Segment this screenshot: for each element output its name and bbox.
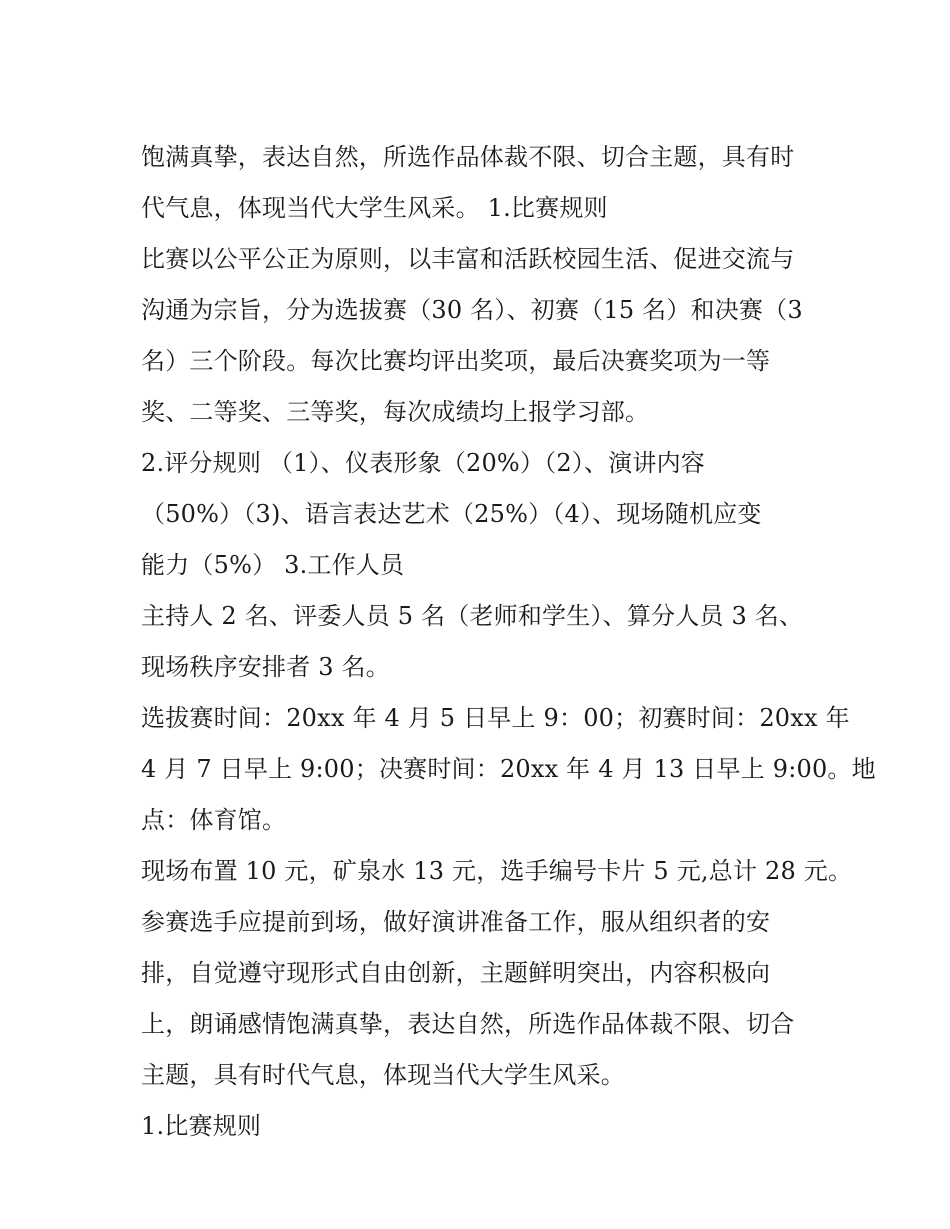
text-line-8: （50%）（3)、语言表达艺术（25%）（4）、现场随机应变 <box>141 500 762 528</box>
text-line-19: 主题，具有时代气息，体现当代大学生风采。 <box>141 1061 625 1089</box>
text-line-5: 名）三个阶段。每次比赛均评出奖项，最后决赛奖项为一等 <box>141 347 771 375</box>
text-line-11: 现场秩序安排者 3 名。 <box>141 653 390 681</box>
text-line-16: 参赛选手应提前到场，做好演讲准备工作，服从组织者的安 <box>141 908 771 936</box>
text-line-17: 排，自觉遵守现形式自由创新，主题鲜明突出，内容积极向 <box>141 959 771 987</box>
text-line-18: 上，朗诵感情饱满真挚，表达自然，所选作品体裁不限、切合 <box>141 1010 795 1038</box>
text-line-6: 奖、二等奖、三等奖，每次成绩均上报学习部。 <box>141 398 650 426</box>
text-line-7: 2.评分规则 （1）、仪表形象（20%）（2）、演讲内容 <box>141 449 706 477</box>
text-line-10: 主持人 2 名、评委人员 5 名（老师和学生）、算分人员 3 名、 <box>141 602 804 630</box>
text-line-20: 1.比赛规则 <box>141 1112 262 1140</box>
text-line-4: 沟通为宗旨，分为选拔赛（30 名）、初赛（15 名）和决赛（3 <box>141 296 803 324</box>
text-line-14: 点：体育馆。 <box>141 806 287 834</box>
text-line-15: 现场布置 10 元，矿泉水 13 元，选手编号卡片 5 元,总计 28 元。 <box>141 857 853 885</box>
text-line-2: 代气息，体现当代大学生风采。 1.比赛规则 <box>141 194 608 222</box>
text-line-1: 饱满真挚，表达自然，所选作品体裁不限、切合主题，具有时 <box>141 143 795 171</box>
text-line-3: 比赛以公平公正为原则，以丰富和活跃校园生活、促进交流与 <box>141 245 795 273</box>
text-line-13: 4 月 7 日早上 9:00；决赛时间：20xx 年 4 月 13 日早上 9:00。地 <box>141 755 876 783</box>
text-line-9: 能力（5%） 3.工作人员 <box>141 551 405 579</box>
text-line-12: 选拔赛时间：20xx 年 4 月 5 日早上 9：00；初赛时间：20xx 年 <box>141 704 850 732</box>
document-body <box>141 132 876 1152</box>
